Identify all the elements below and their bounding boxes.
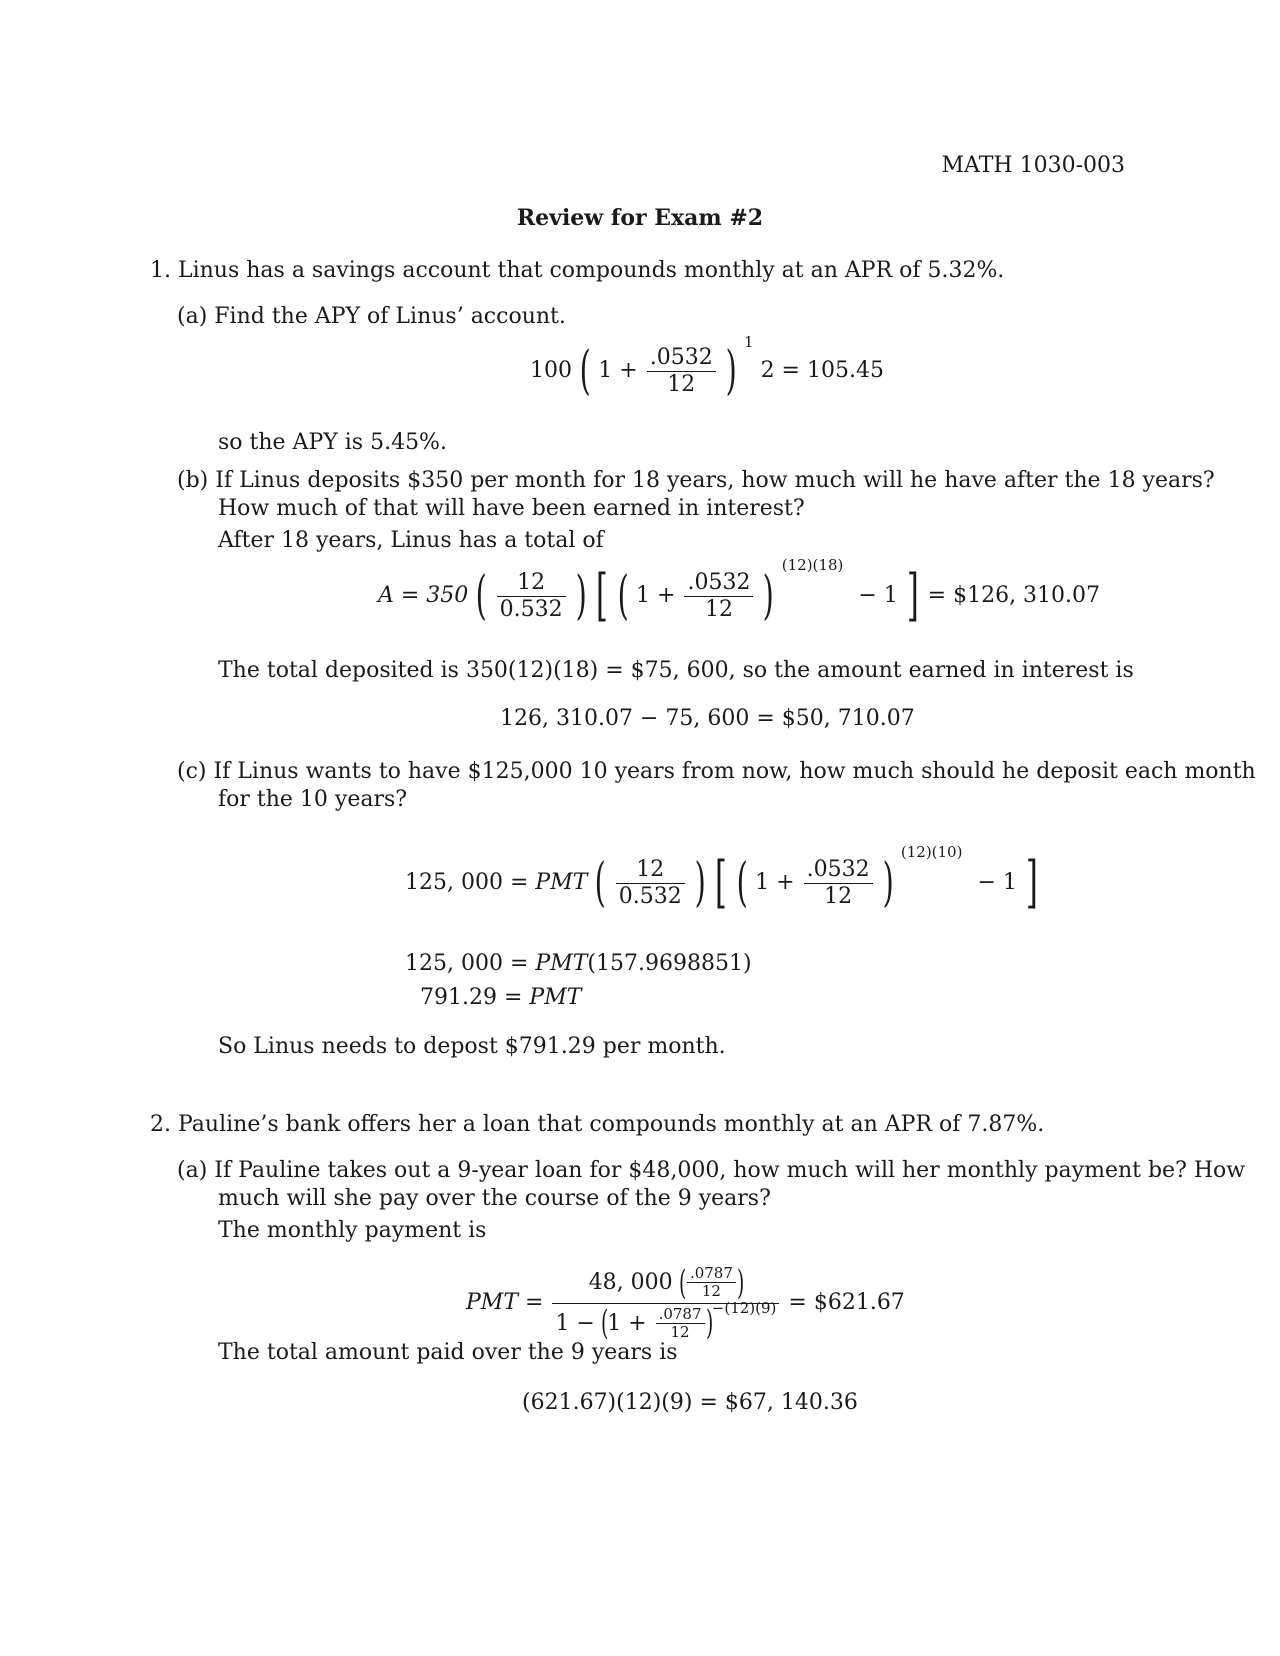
problem-1-prompt: 1. Linus has a savings account that compounds monthly at an APR of 5.32%. bbox=[150, 258, 1005, 283]
right-paren: ) bbox=[736, 1262, 745, 1303]
eq2-lhs: 125, 000 = bbox=[405, 951, 529, 976]
problem-1c-question-line1: (c) If Linus wants to have $125,000 10 years from now, how much should he deposit each month bbox=[177, 759, 1256, 784]
factor-numerator: 12 bbox=[616, 857, 685, 883]
equation-apy bbox=[530, 333, 884, 401]
minus-one: − 1 bbox=[858, 583, 898, 608]
one-plus: 1 + bbox=[598, 358, 638, 383]
problem-1c-question-line2: for the 10 years? bbox=[218, 787, 408, 812]
equation-pmt-3 bbox=[420, 987, 581, 1009]
den-lead: 1 − bbox=[555, 1310, 595, 1336]
pmt-symbol: PMT bbox=[529, 985, 582, 1010]
eq-result: = $126, 310.07 bbox=[927, 583, 1101, 608]
eq3-lhs: 791.29 = bbox=[420, 985, 523, 1010]
rate-fraction bbox=[647, 345, 716, 397]
right-bracket: ] bbox=[1025, 850, 1038, 915]
apy-conclusion: so the APY is 5.45%. bbox=[218, 430, 447, 455]
exponent: (12)(18) bbox=[781, 556, 844, 574]
total-paid-equation: (621.67)(12)(9) = $67, 140.36 bbox=[522, 1390, 858, 1415]
left-paren: ( bbox=[678, 1262, 686, 1303]
equation-future-value bbox=[378, 556, 1101, 628]
eq2-rhs: (157.9698851) bbox=[587, 951, 752, 976]
rate-denominator: 12 bbox=[824, 883, 853, 909]
eq-result: = $621.67 bbox=[788, 1290, 905, 1315]
den-rate-denominator: 12 bbox=[670, 1322, 690, 1341]
one-plus: 1 + bbox=[755, 870, 795, 895]
left-paren: ( bbox=[594, 853, 607, 913]
equation-pmt-2 bbox=[405, 953, 752, 975]
eq-lhs: A = 350 bbox=[378, 583, 469, 608]
exponent: 1 bbox=[744, 333, 754, 351]
den-rate-fraction bbox=[656, 1306, 705, 1342]
factor-numerator: 12 bbox=[497, 570, 566, 596]
pmt-lhs: PMT = bbox=[466, 1290, 544, 1315]
right-paren: ) bbox=[694, 853, 706, 913]
rate-fraction bbox=[804, 857, 873, 909]
left-paren: ( bbox=[600, 1303, 609, 1344]
right-paren-inner: ) bbox=[763, 566, 775, 626]
factor-denominator: 0.532 bbox=[499, 596, 563, 622]
den-exponent: −(12)(9) bbox=[711, 1298, 777, 1317]
eq-coef: 100 bbox=[530, 358, 572, 383]
rate-denominator: 12 bbox=[704, 596, 733, 622]
rate-numerator: .0532 bbox=[647, 345, 716, 371]
rate-fraction bbox=[684, 570, 753, 622]
right-paren: ) bbox=[575, 566, 587, 626]
loan-numerator bbox=[552, 1262, 779, 1304]
num-rate-fraction bbox=[687, 1265, 736, 1301]
loan-denominator bbox=[552, 1298, 779, 1344]
den-one-plus: 1 + bbox=[607, 1310, 647, 1336]
interest-equation: 126, 310.07 − 75, 600 = $50, 710.07 bbox=[500, 706, 915, 731]
factor-fraction bbox=[497, 570, 566, 622]
factor-fraction bbox=[616, 857, 685, 909]
left-bracket: [ bbox=[595, 563, 608, 628]
left-paren-inner: ( bbox=[617, 566, 629, 626]
num-rate-numerator: .0787 bbox=[687, 1265, 736, 1283]
loan-fraction bbox=[552, 1262, 779, 1344]
num-rate-denominator: 12 bbox=[701, 1282, 721, 1301]
left-bracket: [ bbox=[714, 850, 727, 915]
rate-numerator: .0532 bbox=[804, 857, 873, 883]
page-title: Review for Exam #2 bbox=[516, 205, 764, 231]
problem-2a-question-line2: much will she pay over the course of the 9 years? bbox=[218, 1186, 771, 1211]
problem-2a-lead: The monthly payment is bbox=[218, 1218, 487, 1243]
left-paren: ( bbox=[579, 341, 591, 401]
problem-1a-question: (a) Find the APY of Linus’ account. bbox=[177, 304, 566, 329]
factor-denominator: 0.532 bbox=[618, 883, 682, 909]
problem-1b-question-line2: How much of that will have been earned in interest? bbox=[218, 496, 805, 521]
equation-loan-payment bbox=[466, 1262, 905, 1344]
problem-2-prompt: 2. Pauline’s bank offers her a loan that compounds monthly at an APR of 7.87%. bbox=[150, 1112, 1045, 1137]
problem-1b-question-line1: (b) If Linus deposits $350 per month for 18 years, how much will he have after the 18 years? bbox=[177, 468, 1215, 493]
total-paid-line: The total amount paid over the 9 years is bbox=[218, 1340, 678, 1365]
problem-1b-lead: After 18 years, Linus has a total of bbox=[218, 528, 604, 553]
right-bracket: ] bbox=[906, 563, 919, 628]
right-paren-inner: ) bbox=[882, 853, 894, 913]
numerator-coef: 48, 000 bbox=[588, 1269, 673, 1295]
pmt-symbol: PMT bbox=[535, 951, 588, 976]
rate-numerator: .0532 bbox=[684, 570, 753, 596]
problem-2a-question-line1: (a) If Pauline takes out a 9-year loan for $48,000, how much will her monthly payment be? How bbox=[177, 1158, 1246, 1183]
left-paren-inner: ( bbox=[736, 853, 748, 913]
eq-rest: 2 = 105.45 bbox=[760, 358, 884, 383]
total-deposited-line: The total deposited is 350(12)(18) = $75, 600, so the amount earned in interest is bbox=[218, 658, 1134, 683]
den-rate-numerator: .0787 bbox=[656, 1306, 705, 1324]
rate-denominator: 12 bbox=[667, 371, 696, 397]
one-plus: 1 + bbox=[636, 583, 676, 608]
right-paren: ) bbox=[705, 1303, 713, 1344]
equation-pmt-1 bbox=[405, 843, 1040, 915]
left-paren: ( bbox=[475, 566, 488, 626]
pmt-symbol: PMT bbox=[535, 870, 588, 895]
exponent: (12)(10) bbox=[900, 843, 963, 861]
course-code: MATH 1030-003 bbox=[941, 153, 1125, 178]
pmt-conclusion: So Linus needs to depost $791.29 per month. bbox=[218, 1034, 726, 1059]
eq1-lhs: 125, 000 = bbox=[405, 870, 529, 895]
minus-one: − 1 bbox=[977, 870, 1017, 895]
right-paren: ) bbox=[725, 341, 737, 401]
